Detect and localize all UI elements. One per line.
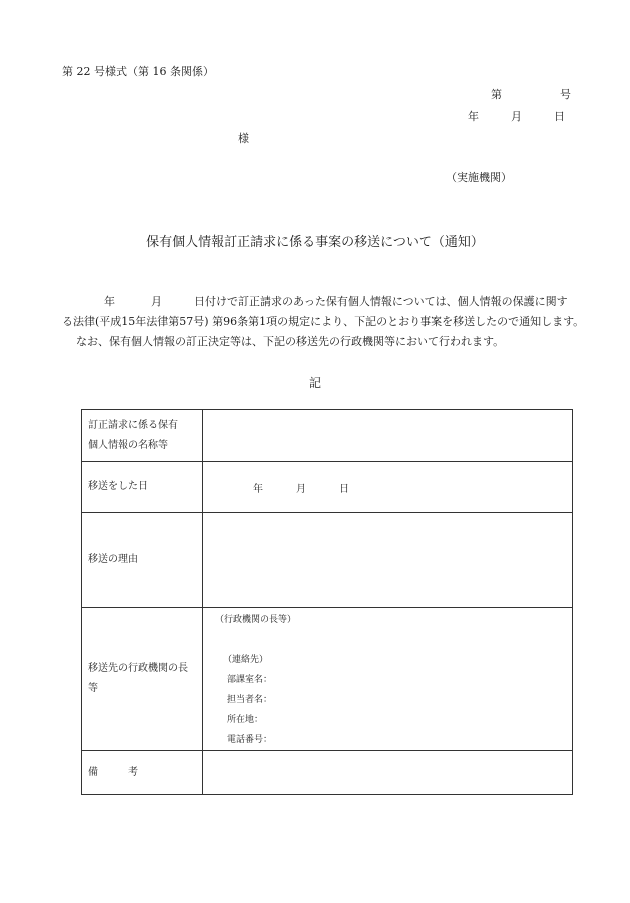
destination-address: 所在地： — [227, 715, 264, 725]
table-row-info-name — [82, 410, 573, 462]
table-row-remarks — [82, 751, 573, 795]
addressee: 様 — [238, 132, 249, 145]
number-suffix: 号 — [560, 88, 571, 101]
destination-value — [203, 608, 573, 751]
destination-contact: （連絡先） — [223, 655, 269, 665]
table-row-reason — [82, 513, 573, 608]
row-label-transfer-date: 移送をした日 — [82, 462, 203, 513]
destination-head: （行政機関の長等） — [215, 615, 297, 625]
info-name-value — [203, 410, 573, 462]
destination-person: 担当者名： — [227, 695, 273, 705]
destination-dept: 部課室名： — [227, 675, 273, 685]
body-year: 年 — [104, 295, 115, 308]
row-label-remarks: 備 考 — [82, 751, 203, 795]
number-prefix: 第 — [491, 88, 502, 101]
row-label-reason: 移送の理由 — [82, 513, 203, 608]
row-label-line: 移送先の行政機関の長 — [88, 663, 188, 674]
issue-year: 年 — [468, 110, 479, 123]
destination-phone: 電話番号： — [227, 735, 273, 745]
document-title: 保有個人情報訂正請求に係る事案の移送について（通知） — [146, 235, 484, 250]
body-line-2: る法律(平成15年法律第57号) 第96条第1項の規定により、下記のとおり事案を移送したので通知します。 — [62, 315, 585, 328]
ki-heading: 記 — [308, 376, 321, 390]
body-month: 月 — [151, 295, 162, 308]
row-label-line: 訂正請求に係る保有 — [88, 419, 178, 431]
row-label-info-name — [82, 410, 203, 462]
row-label-line: 等 — [88, 683, 98, 694]
form-label: 第 22 号様式（第 16 条関係） — [62, 65, 214, 78]
transfer-date-value — [203, 462, 573, 513]
reason-value — [203, 513, 573, 608]
table-row-transfer-date — [82, 462, 573, 513]
document-number — [491, 86, 571, 102]
body-line-1-text: 日付けで訂正請求のあった保有個人情報については、個人情報の保護に関す — [194, 295, 568, 308]
body-line-1 — [104, 293, 568, 309]
issue-date — [468, 108, 565, 124]
transfer-year: 年 — [253, 483, 263, 495]
row-label-destination — [82, 608, 203, 751]
table-row-destination — [82, 608, 573, 751]
transfer-month: 月 — [296, 483, 306, 495]
row-label-line: 個人情報の名称等 — [88, 439, 168, 451]
issue-month: 月 — [511, 110, 522, 123]
record-table — [81, 409, 573, 795]
issue-day: 日 — [554, 110, 565, 123]
remarks-value — [203, 751, 573, 795]
implementing-agency: （実施機関） — [446, 171, 512, 184]
transfer-day: 日 — [339, 483, 349, 495]
body-line-3: なお、保有個人情報の訂正決定等は、下記の移送先の行政機関等において行われます。 — [76, 335, 505, 348]
